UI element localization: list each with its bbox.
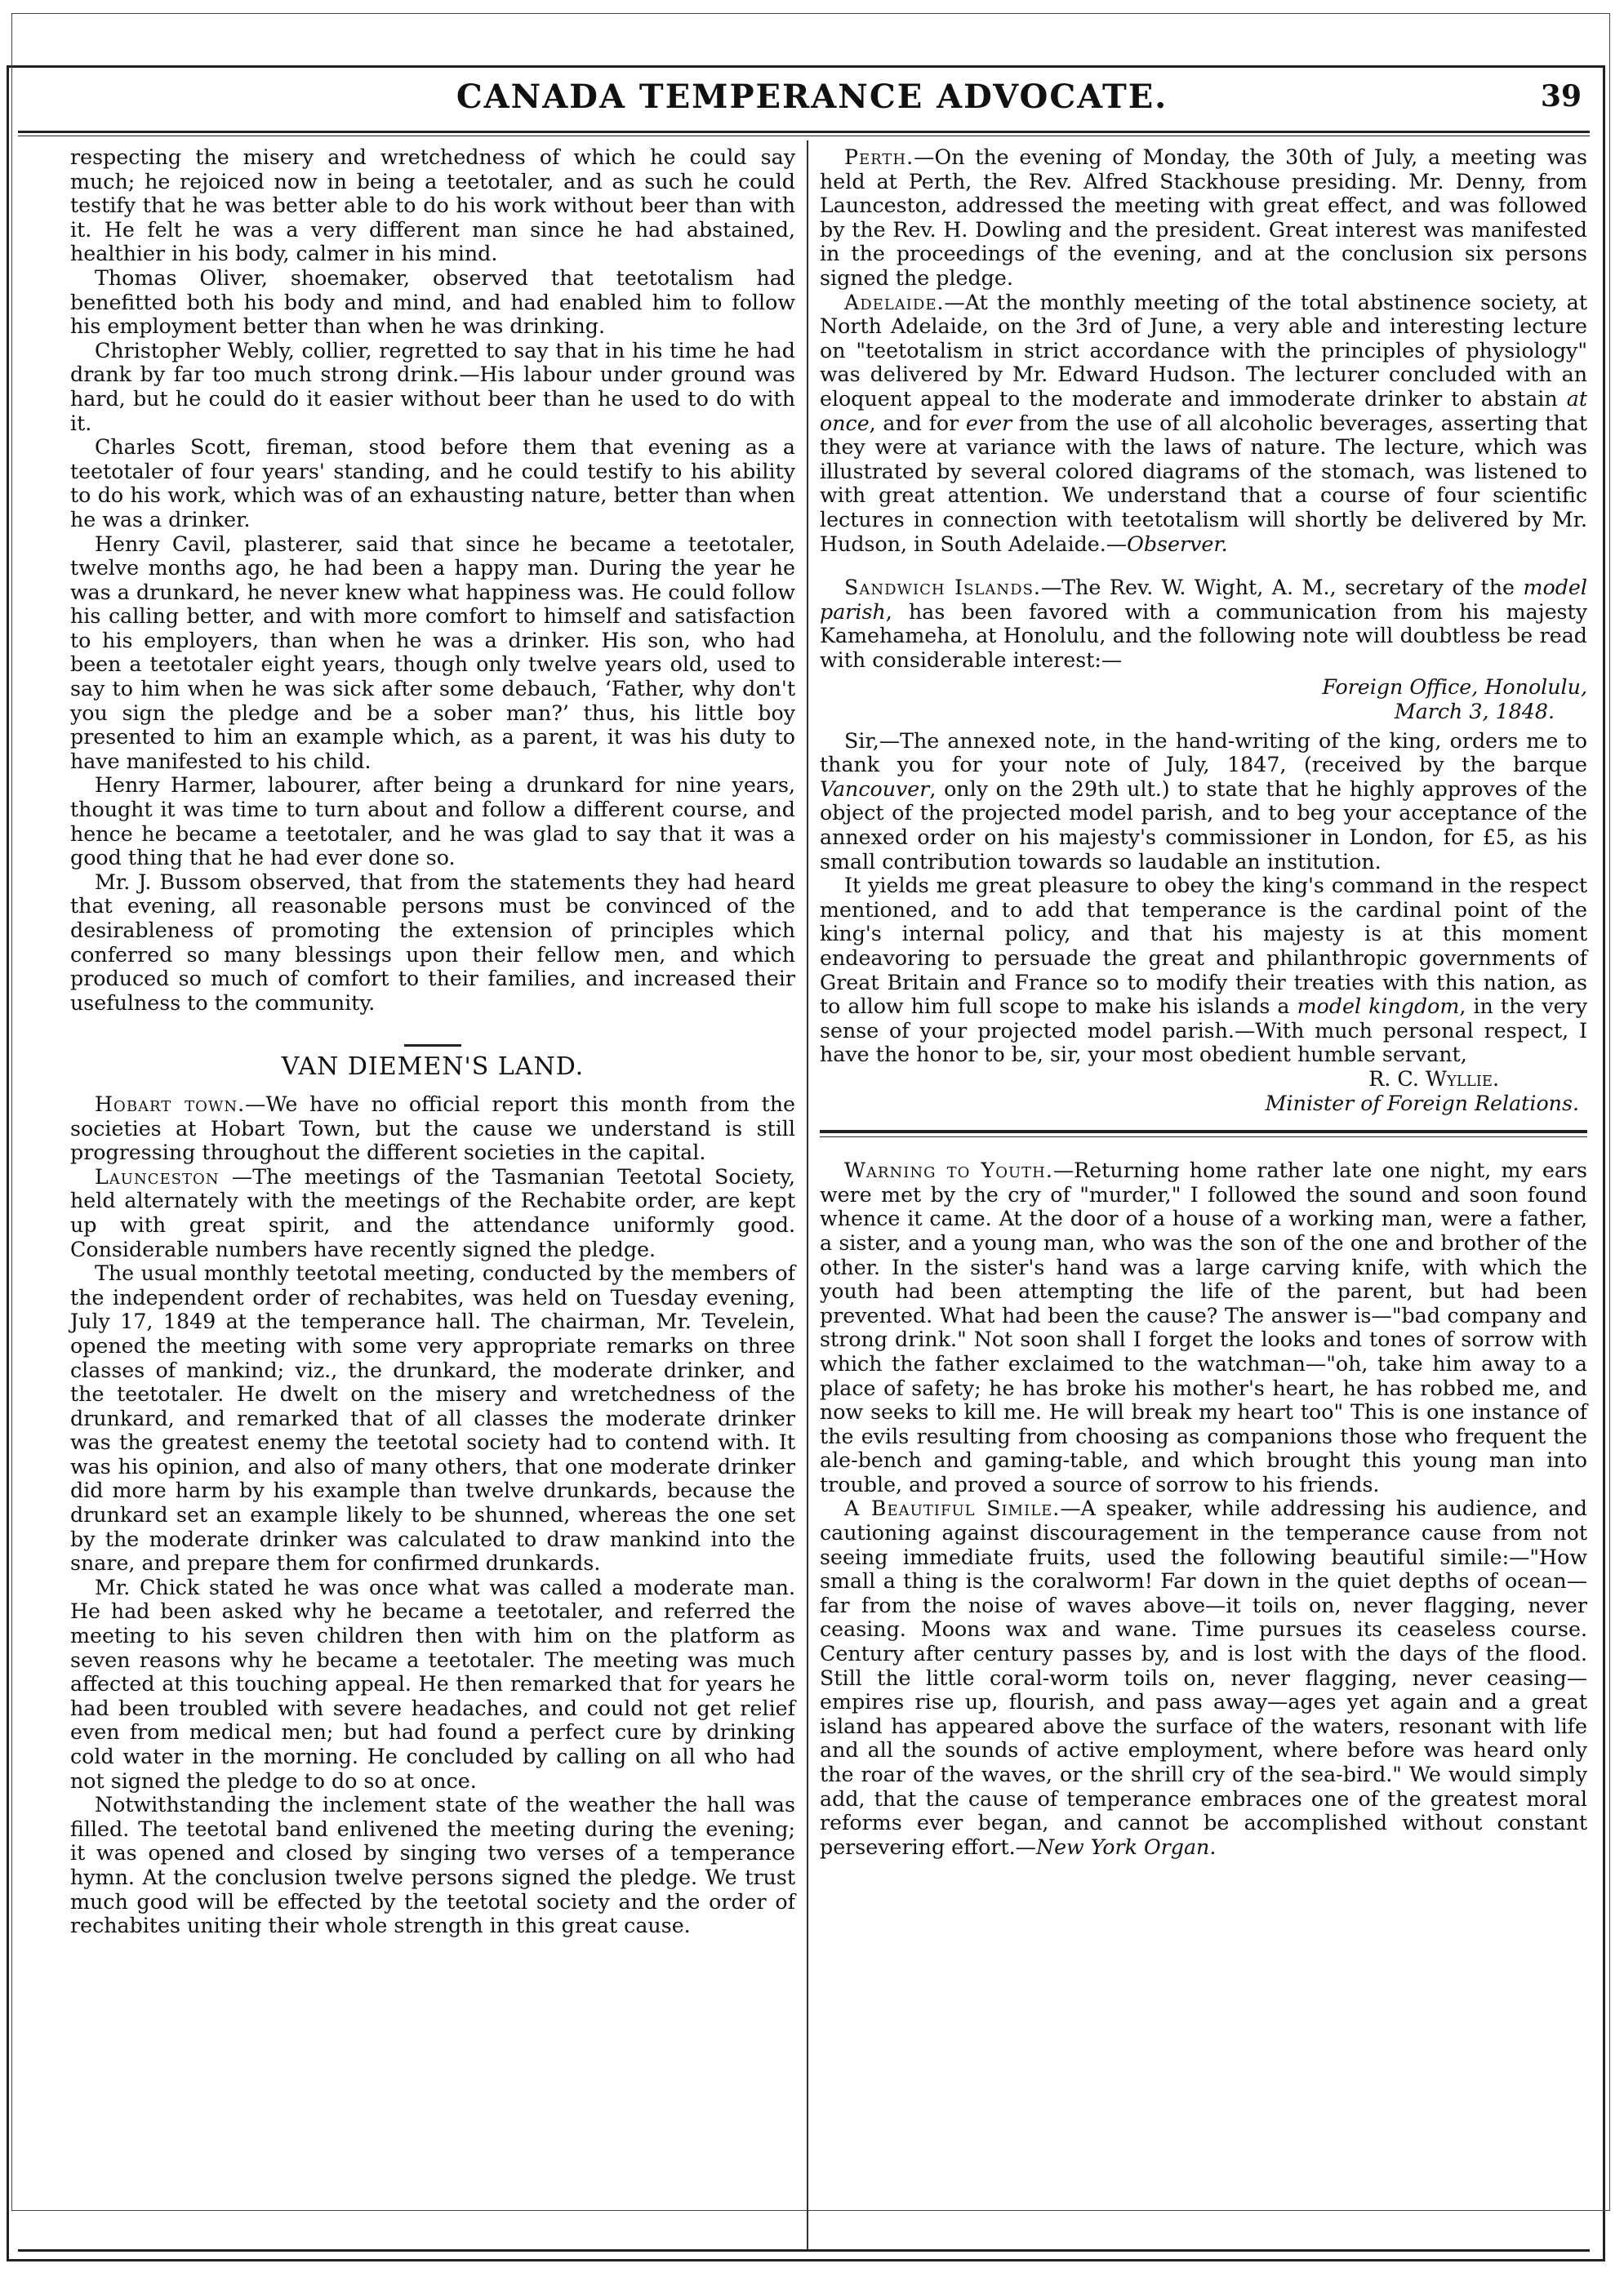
warning-text: —Returning home rather late one night, my ears were met by the cry of "murder," I followed the sound and soon found whence it came. At the door of a house of a working man, were a father, a sister, and a young man, who was the son of the one and brother of the other. In the sister's hand was a large carving knife, with which the youth had been attempting the life of the parent, but had been prevented. What had been the cause? The answer is—"bad company and strong drink." Not soon shall I forget the looks and tones of sorrow with which the father exclaimed to the watchman—"oh, take him away to a place of safety; he has broke his mother's heart, he has robbed me, and now seeks to kill me. He will break my heart too" This is one instance of the evils resulting from choosing as companions those who frequent the ale-bench and gaming-table, and which brought this young man into trouble, and proved a source of sorrow to his friends. [820, 1159, 1588, 1497]
perth-head: Perth. [844, 145, 914, 169]
letter-2-emphasis: model kingdom [1297, 994, 1460, 1019]
section-divider-double [820, 1130, 1587, 1137]
sandwich-islands-head: Sandwich Islands. [844, 576, 1041, 600]
paragraph-beautiful-simile [820, 1497, 1587, 1859]
adelaide-head: Adelaide. [844, 290, 945, 314]
launceston-text: —The meetings of the Tasmanian Teetotal Society, held alternately with the meetings of the Rechabite order, are kept up with great spirit, and the attendance uniformly good. Considerable numbers have recently signed the pledge. [70, 1164, 795, 1261]
page-header [0, 78, 1624, 127]
section-divider [404, 1044, 461, 1047]
adelaide-text-2: , and for [869, 411, 966, 435]
left-column [70, 145, 795, 1938]
adelaide-source: Observer. [1127, 531, 1228, 556]
hobart-town-text: —We have no official report this month from the societies at Hobart Town, but the cause we understand is still progressing throughout the different societies in the capital. [70, 1092, 796, 1165]
sandwich-text-2: , has been favored with a communication from his majesty Kamehameha, at Honolulu, and the following note will doubtless be read with considerable interest:— [820, 599, 1587, 672]
warning-head: Warning to Youth. [844, 1159, 1053, 1183]
launceston-head: Launceston [95, 1164, 220, 1189]
bottom-rule [18, 2249, 1590, 2252]
signature-title: Minister of Foreign Relations. [1265, 1091, 1579, 1115]
letter-1-ship-name: Vancouver [820, 776, 930, 801]
paragraph-warning-to-youth [820, 1159, 1587, 1497]
paragraph-inclement-weather: Notwithstanding the inclement state of the weather the hall was filled. The teetotal band enlivened the meeting during the evening; it was opened and closed by singing two verses of a temperance hymn. At the conclusion twelve persons signed the pledge. We trust much good will be effected by the teetotal society and the order of rechabites uniting their whole strength in this great cause. [70, 1793, 795, 1938]
paragraph-mr-chick: Mr. Chick stated he was once what was called a moderate man. He had been asked why he became a teetotaler, and referred the meeting to his seven children then with him on the platform as seven reasons why he became a teetotaler. The meeting was much affected at this touching appeal. He then remarked that for years he had been troubled with severe headaches, and could not get relief even from medical men; but had found a perfect cure by drinking cold water in the morning. He concluded by calling on all who had not signed the pledge to do so at once. [70, 1575, 795, 1793]
paragraph-henry-harmer: Henry Harmer, labourer, after being a drunkard for nine years, thought it was time to turn about and follow a different course, and hence he became a teetotaler, and he was glad to say that it was a good thing that he had ever done so. [70, 773, 795, 870]
adelaide-text-1: —At the monthly meeting of the total abstinence society, at North Adelaide, on the 3rd of June, a very able and interesting lecture on "teetotalism in strict accordance with the principles of physiology" was delivered by Mr. Edward Hudson. The lecturer concluded with an eloquent appeal to the moderate and immoderate drinker to abstain [820, 290, 1587, 411]
simile-source: New York Organ. [1035, 1834, 1217, 1859]
paragraph-launceston [70, 1165, 795, 1261]
letter-2-text-b: , in the very sense of your projected model parish.—With much personal respect, I have the honor to be, sir, your most obedient humble servant, [820, 994, 1587, 1067]
dateline [820, 675, 1587, 723]
paragraph-christopher-webly: Christopher Webly, collier, regretted to say that in his time he had drank by far too much strong drink.—His labour under ground was hard, but he could do it easier without beer than he used to do with it. [70, 338, 795, 435]
paragraph-henry-cavil: Henry Cavil, plasterer, said that since he became a teetotaler, twelve months ago, he had been a happy man. During the year he was a drunkard, he never knew what happiness was. He could follow his calling better, and with more comfort to himself and satisfaction to his employers, than when he was a drinker. His son, who had been a teetotaler eight years, though only twelve years old, used to say to him when he was sick after some debauch, ‘Father, why don't you sign the pledge and be a sober man?’ thus, his little boy presented to him an example which, as a parent, it was his duty to have manifested to his child. [70, 531, 795, 773]
spacer [820, 556, 1587, 576]
dateline-place: Foreign Office, Honolulu, [1322, 675, 1587, 700]
simile-head: A Beautiful Simile. [844, 1497, 1061, 1521]
sandwich-text-1: —The Rev. W. Wight, A. M., secretary of the [1040, 576, 1524, 600]
paragraph-charles-scott: Charles Scott, fireman, stood before them that evening as a teetotaler of four years' standing, and he could testify to his ability to do his work, which was of an exhausting nature, better than when he was a drinker. [70, 435, 795, 531]
section-heading-van-diemens-land: VAN DIEMEN'S LAND. [281, 1052, 585, 1082]
right-column [820, 145, 1587, 1859]
paragraph-thomas-oliver: Thomas Oliver, shoemaker, observed that teetotalism had benefitted both his body and mind, and had enabled him to follow his employment better than when he was drinking. [70, 265, 795, 339]
simile-text: —A speaker, while addressing his audience, and cautioning against discouragement in the temperance cause from not seeing immediate fruits, used the following beautiful simile:—"How small a thing is the coralworm! Far down in the quiet depths of ocean—far from the noise of waves above—it toils on, never flagging, never ceasing. Moons wax and wane. Time pursues its ceaseless course. Century after century passes by, and is lost with the days of the flood. Still the little coral-worm toils on, never flagging, never ceasing—empires rise up, flourish, and pass away—ages yet again and a great island has appeared above the surface of the waters, resonant with life and all the sounds of active employment, where before was heard only the roar of the waves, or the shrill cry of the sea-bird." We would simply add, that the cause of temperance embraces one of the greatest moral reforms ever began, and cannot be accomplished without constant persevering effort.— [820, 1497, 1587, 1859]
paragraph-perth [820, 145, 1587, 291]
paragraph-sandwich-islands [820, 576, 1587, 672]
column-separator [807, 140, 808, 2251]
paragraph-misery: respecting the misery and wretchedness of which he could say much; he rejoiced now in being a teetotaler, and as such he could testify that he was better able to do his work without beer than with it. He felt he was a very different man since he had abstained, healthier in his body, calmer in his mind. [70, 145, 795, 266]
paragraph-j-bussom: Mr. J. Bussom observed, that from the statements they had heard that evening, all reasonable persons must be convinced of the desirableness of promoting the extension of principles which conferred so many blessings upon their fellow men, and which produced so much of comfort to their families, and increased their usefulness to the community. [70, 869, 795, 1015]
adelaide-emphasis-2: ever [965, 411, 1012, 435]
letter-1-text-b: , only on the 29th ult.) to state that he highly approves of the object of the projected model parish, and to beg your acceptance of the annexed order on his majesty's commissioner in London, for £5, as his small contribution towards so laudable an institution. [820, 776, 1587, 874]
letter-2-text-a: It yields me great pleasure to obey the king's command in the respect mentioned, and to add that temperance is the cardinal point of the king's internal policy, and that his majesty is at this moment endeavoring to persuade the great and philanthropic governments of Great Britain and France so to modify their treaties with this nation, as to allow him full scope to make his islands a [820, 874, 1587, 1019]
sandwich-emphasis: model parish [820, 576, 1587, 624]
adelaide-emphasis-1: at once [820, 386, 1587, 435]
paragraph-letter-1 [820, 729, 1587, 874]
page-number: 39 [1540, 79, 1582, 113]
paragraph-monthly-meeting: The usual monthly teetotal meeting, conducted by the members of the independent order of rechabites, was held on Tuesday evening, July 17, 1849 at the temperance hall. The chairman, Mr. Tevelein, opened the meeting with some very appropriate remarks on three classes of mankind; viz., the drunkard, the moderate drinker, and the teetotaler. He dwelt on the misery and wretchedness of the drunkard, and remarked that of all classes the moderate drinker was the greatest enemy the teetotal society had to contend with. It was his opinion, and also of many others, that one moderate drinker did more harm by his example than twelve drunkards, because the drunkard set an example likely to be shunned, whereas the one set by the moderate drinker was calculated to draw mankind into the snare, and prepare them for confirmed drunkards. [70, 1261, 795, 1576]
header-rule [18, 131, 1590, 133]
publication-title: CANADA TEMPERANCE ADVOCATE. [456, 78, 1168, 116]
hobart-town-head: Hobart town. [95, 1092, 246, 1116]
letter-1-text-a: Sir,—The annexed note, in the hand-writing of the king, orders me to thank you for your note of July, 1847, (received by the barque [820, 728, 1587, 777]
signature-name: R. C. Wyllie. [1368, 1066, 1499, 1091]
paragraph-adelaide [820, 291, 1587, 557]
perth-text: —On the evening of Monday, the 30th of July, a meeting was held at Perth, the Rev. Alfred Stackhouse presiding. Mr. Denny, from Launceston, addressed the meeting with great effect, and was followed by the Rev. H. Dowling and the president. Great interest was manifested in the proceedings of the evening, and at the conclusion six persons signed the pledge. [820, 145, 1587, 290]
adelaide-text-3: from the use of all alcoholic beverages, asserting that they were at variance with the laws of nature. The lecture, which was illustrated by several colored diagrams of the stomach, was listened to with great attention. We understand that a course of four scientific lectures in connection with teetotalism will shortly be delivered by Mr. Hudson, in South Adelaide.— [820, 411, 1588, 556]
paragraph-letter-2 [820, 874, 1587, 1067]
paragraph-hobart-town [70, 1092, 795, 1165]
dateline-date: March 3, 1848. [1394, 700, 1555, 724]
